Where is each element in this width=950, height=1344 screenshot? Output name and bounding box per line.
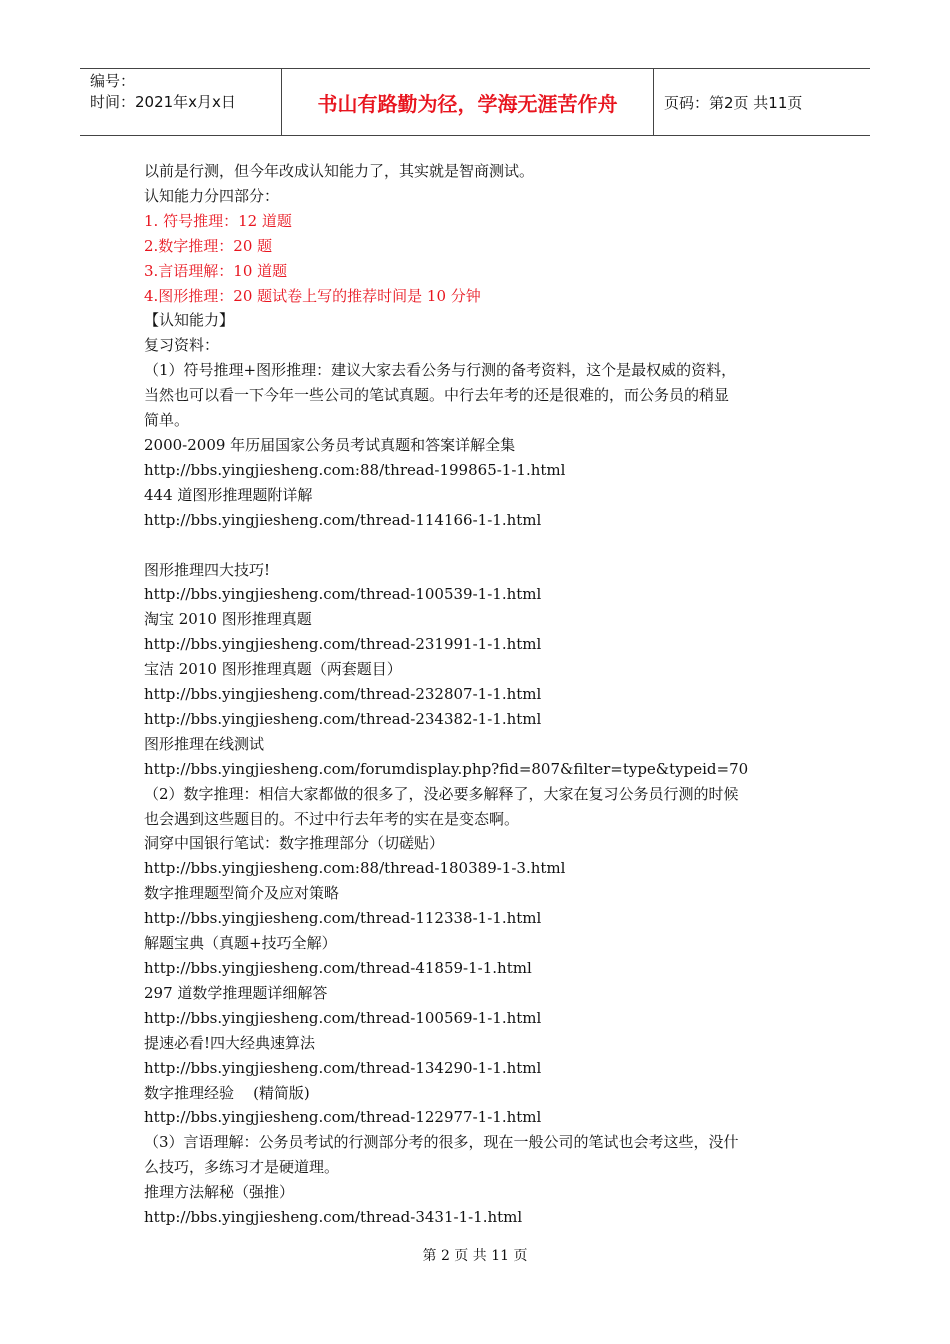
- header-slogan: 书山有路勤为径，学海无涯苦作舟: [282, 69, 654, 135]
- text-line: 1. 符号推理：12 道题: [144, 211, 292, 230]
- text-line: 宝洁 2010 图形推理真题（两套题目）: [144, 660, 402, 679]
- text-line: 2000-2009 年历届国家公务员考试真题和答案详解全集: [144, 435, 516, 454]
- text-line: 以前是行测，但今年改成认知能力了，其实就是智商测试。: [144, 162, 535, 180]
- link-line[interactable]: http://bbs.yingjiesheng.com/thread-231991-1-1.html: [144, 635, 542, 654]
- text-line: 444 道图形推理题附详解: [144, 485, 313, 504]
- text-line: 4.图形推理：20 题试卷上写的推荐时间是 10 分钟: [144, 286, 481, 305]
- text-line: 当然也可以看一下今年一些公司的笔试真题。中行去年考的还是很难的，而公务员的稍显: [144, 386, 730, 405]
- link-line[interactable]: http://bbs.yingjiesheng.com/forumdisplay.php?fid=807&filter=type&typeid=70: [144, 759, 749, 778]
- text-line: 图形推理四大技巧!: [144, 560, 271, 579]
- header-left-cell: [80, 69, 282, 135]
- text-line: 297 道数学推理题详细解答: [144, 983, 328, 1002]
- text-line: （1）符号推理+图形推理：建议大家去看公务与行测的备考资料，这个是最权威的资料，: [144, 361, 737, 380]
- text-line: （3）言语理解：公务员考试的行测部分考的很多，现在一般公司的笔试也会考这些，没什: [144, 1133, 739, 1152]
- text-line: （2）数字推理：相信大家都做的很多了，没必要多解释了，大家在复习公务员行测的时候: [144, 784, 739, 803]
- link-line[interactable]: http://bbs.yingjiesheng.com/thread-134290-1-1.html: [144, 1058, 542, 1077]
- link-line[interactable]: http://bbs.yingjiesheng.com/thread-100569-1-1.html: [144, 1008, 542, 1027]
- text-line: 认知能力分四部分：: [144, 186, 280, 205]
- page-footer: 第 2 页 共 11 页: [422, 1248, 528, 1264]
- link-line[interactable]: http://bbs.yingjiesheng.com:88/thread-180389-1-3.html: [144, 859, 566, 878]
- link-line[interactable]: http://bbs.yingjiesheng.com:88/thread-199865-1-1.html: [144, 460, 566, 479]
- text-line: 也会遇到这些题目的。不过中行去年考的实在是变态啊。: [144, 809, 520, 828]
- page-header: [80, 68, 870, 136]
- link-line[interactable]: http://bbs.yingjiesheng.com/thread-3431-1-1.html: [144, 1208, 523, 1227]
- blank-line: [144, 533, 814, 558]
- text-line: 2.数字推理：20 题: [144, 236, 273, 255]
- link-line[interactable]: http://bbs.yingjiesheng.com/thread-114166-1-1.html: [144, 510, 542, 529]
- text-line: 3.言语理解：10 道题: [144, 261, 288, 280]
- text-line: 提速必看!四大经典速算法: [144, 1033, 316, 1052]
- link-line[interactable]: http://bbs.yingjiesheng.com/thread-232807-1-1.html: [144, 685, 542, 704]
- link-line[interactable]: http://bbs.yingjiesheng.com/thread-122977-1-1.html: [144, 1108, 542, 1127]
- text-line: 洞穿中国银行笔试：数字推理部分（切磋贴）: [144, 834, 445, 853]
- link-line[interactable]: http://bbs.yingjiesheng.com/thread-41859-1-1.html: [144, 959, 532, 977]
- text-line: 么技巧，多练习才是硬道理。: [144, 1158, 340, 1177]
- link-line[interactable]: http://bbs.yingjiesheng.com/thread-234382-1-1.html: [144, 709, 542, 728]
- text-line: 【认知能力】: [144, 311, 235, 330]
- text-line: 复习资料：: [144, 336, 220, 355]
- text-line: 图形推理在线测试: [144, 734, 265, 753]
- link-line[interactable]: http://bbs.yingjiesheng.com/thread-100539-1-1.html: [144, 585, 542, 604]
- header-page-label: 页码：第2页 共11页: [664, 93, 803, 112]
- text-line: 简单。: [144, 411, 190, 430]
- document-body: [144, 159, 814, 1230]
- time-label: 时间：2021年x月x日: [90, 93, 236, 111]
- text-line: 数字推理题型简介及应对策略: [144, 884, 340, 903]
- link-line[interactable]: http://bbs.yingjiesheng.com/thread-112338-1-1.html: [144, 909, 542, 928]
- text-line: 淘宝 2010 图形推理真题: [144, 610, 312, 629]
- number-label: 编号：: [90, 72, 136, 90]
- text-line: 推理方法解秘（强推）: [144, 1183, 295, 1202]
- text-line: 解题宝典（真题+技巧全解）: [144, 934, 337, 953]
- text-line: 数字推理经验 (精简版): [144, 1083, 310, 1102]
